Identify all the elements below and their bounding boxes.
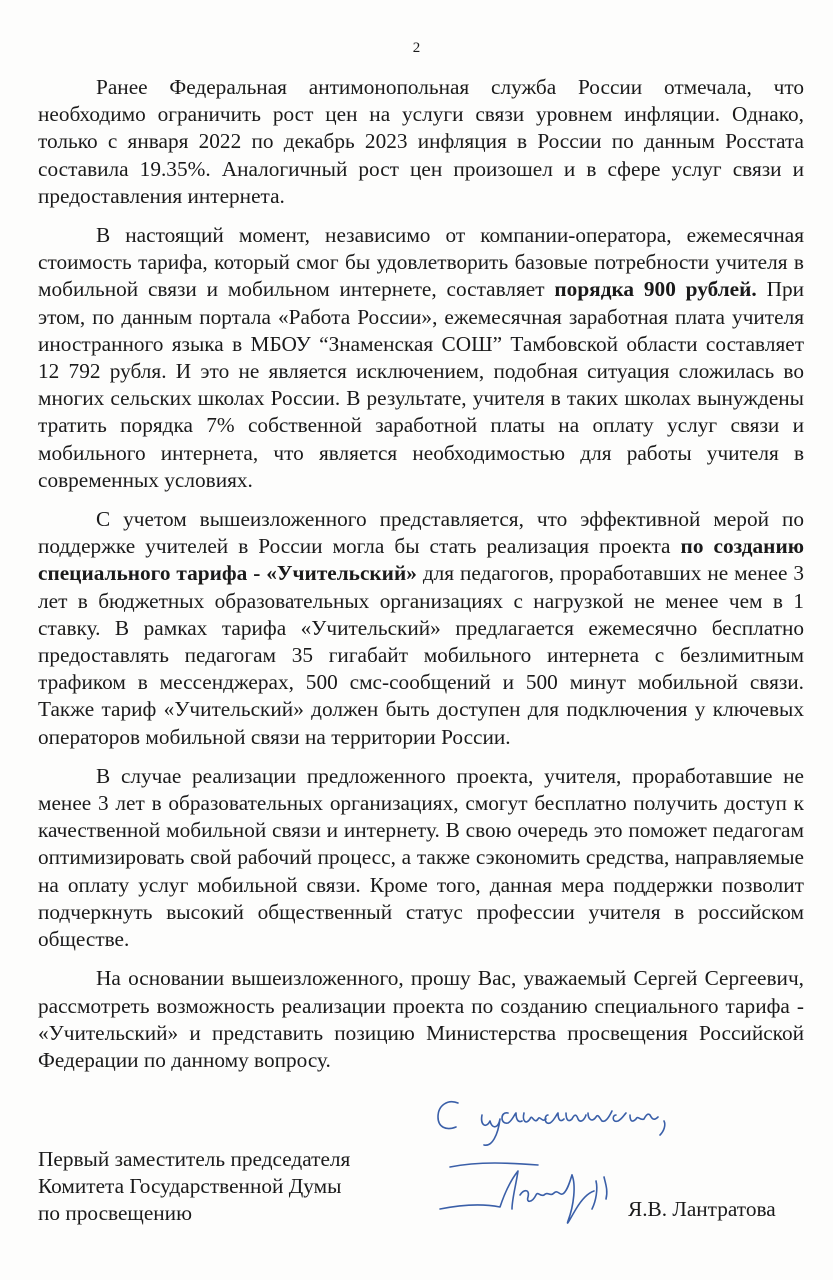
paragraph-bold-text: порядка 900 рублей. — [554, 277, 757, 302]
paragraph-tariff-cost — [38, 222, 804, 494]
signatory-position-line: по просвещению — [38, 1201, 192, 1226]
paragraph-text: С учетом вышеизложенного представляется, что эффективной мерой по поддержке учителей в России могла бы стать реализация проекта — [38, 507, 804, 559]
signatory-position — [38, 1146, 350, 1228]
paragraph-text: В случае реализации предложенного проекта, учителя, проработавшие не менее 3 лет в образовательных организациях, смогут бесплатно получить доступ к качественной мобильной связи и интернету. В свою очередь это поможет педагогам оптимизировать свой рабочий процесс, а также сэкономить средства, направляемые на оплату услуг мобильной связи. Кроме того, данная мера поддержки позволит подчеркнуть высокий общественный статус профессии учителя в российском обществе. — [38, 763, 804, 952]
paragraph-text: Ранее Федеральная антимонопольная служба России отмечала, что необходимо ограничить рост цен на услуги связи уровнем инфляции. Однако, только с января 2022 по декабрь 2023 инфляция в России по данным Росстата составила 19.35%. Аналогичный рост цен произошел и в сфере услуг связи и предоставления интернета. — [38, 75, 804, 208]
paragraph-inflation — [38, 74, 804, 210]
paragraph-text: При этом, по данным портала «Работа России», ежемесячная заработная плата учителя иностранного языка в МБОУ “Знаменская СОШ” Тамбовской области составляет 12 792 рубля. И это не является исключением, подобная ситуация сложилась во многих сельских школах России. В результате, учителя в таких школах вынуждены тратить порядка 7% собственной заработной платы на оплату услуг связи и мобильного интернета, что является необходимостью для работы учителя в современных условиях. — [38, 277, 804, 492]
paragraph-text: На основании вышеизложенного, прошу Вас, уважаемый Сергей Сергеевич, рассмотреть возможность реализации проекта по созданию специального тарифа - «Учительский» и представить позицию Министерства просвещения Российской Федерации по данному вопросу. — [38, 966, 804, 1072]
paragraph-bold-text: по созданию специального тарифа - «Учительский» — [38, 534, 804, 586]
paragraph-proposal — [38, 506, 804, 751]
paragraph-benefits — [38, 763, 804, 953]
paragraph-text: для педагогов, проработавших не менее 3 лет в бюджетных образовательных организациях с нагрузкой не менее чем в 1 ставку. В рамках тарифа «Учительский» предлагается ежемесячно бесплатно предоставлять педагогам 35 гигабайт мобильного интернета с безлимитным трафиком в мессенджерах, 500 смс-сообщений и 500 минут мобильной связи. Также тариф «Учительский» должен быть доступен для подключения у ключевых операторов мобильной связи на территории России. — [38, 561, 804, 749]
signatory-position-line: Комитета Государственной Думы — [38, 1174, 342, 1199]
page-number: 2 — [412, 40, 421, 56]
paragraph-request — [38, 965, 804, 1074]
letter-body — [38, 74, 804, 1086]
paragraph-text: В настоящий момент, независимо от компании-оператора, ежемесячная стоимость тарифа, который смог бы удовлетворить базовые потребности учителя в мобильной связи и мобильном интернете, составляет — [38, 223, 804, 302]
signatory-name: Я.В. Лантратова — [628, 1197, 776, 1221]
signatory-position-line: Первый заместитель председателя — [38, 1147, 351, 1171]
